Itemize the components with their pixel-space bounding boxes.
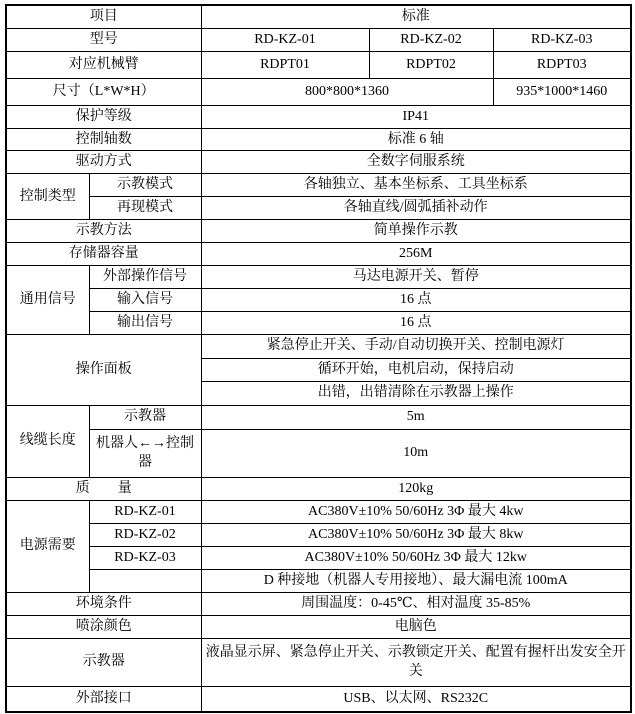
- table-row: [6, 477, 631, 500]
- table-row: [6, 569, 631, 592]
- value-cell: RDPT03: [493, 51, 631, 78]
- sub-label-cell: 示教模式: [89, 174, 201, 197]
- value-cell: 全数字伺服系统: [201, 151, 631, 174]
- table-row: [6, 197, 631, 220]
- value-cell: 液晶显示屏、紧急停止开关、示教锁定开关、配置有握杆出发安全开关: [201, 638, 631, 686]
- row-label-cell: 保护等级: [6, 105, 201, 128]
- table-row: [6, 546, 631, 569]
- value-cell: 120kg: [201, 477, 631, 500]
- group-label-cell: 通用信号: [6, 265, 89, 334]
- table-row: [6, 429, 631, 477]
- table-row: [6, 500, 631, 523]
- sub-label-cell: 再现模式: [89, 197, 201, 220]
- table-row: [6, 174, 631, 197]
- value-cell: 电脑色: [201, 615, 631, 638]
- value-cell: 各轴直线/圆弧插补动作: [201, 197, 631, 220]
- row-label-cell: 驱动方式: [6, 151, 201, 174]
- value-cell: RDPT02: [369, 51, 493, 78]
- table-row: [6, 220, 631, 243]
- value-cell: AC380V±10% 50/60Hz 3Φ 最大 12kw: [201, 546, 631, 569]
- value-cell: USB、以太网、RS232C: [201, 686, 631, 712]
- table-row: [6, 405, 631, 429]
- group-label-cell: 线缆长度: [6, 405, 89, 477]
- value-cell: 10m: [201, 429, 631, 477]
- row-label-cell: 环境条件: [6, 592, 201, 615]
- row-label-cell: 存储器容量: [6, 243, 201, 266]
- table-row: [6, 265, 631, 288]
- table-row: [6, 311, 631, 334]
- table-row: [6, 105, 631, 128]
- value-cell: AC380V±10% 50/60Hz 3Φ 最大 8kw: [201, 523, 631, 546]
- table-row: [6, 5, 631, 28]
- value-cell: 周围温度：0-45℃、相对温度 35-85%: [201, 592, 631, 615]
- table-row: [6, 686, 631, 712]
- table-row: [6, 288, 631, 311]
- row-label-cell: 对应机械臂: [6, 51, 201, 78]
- table-row: [6, 243, 631, 266]
- row-label-cell: 型号: [6, 28, 201, 51]
- sub-label-cell: [89, 569, 201, 592]
- row-label-cell: 外部接口: [6, 686, 201, 712]
- value-cell: 800*800*1360: [201, 78, 493, 105]
- group-label-cell: 电源需要: [6, 500, 89, 592]
- table-row: [6, 523, 631, 546]
- value-cell: RD-KZ-01: [201, 28, 369, 51]
- table-row: [6, 334, 631, 358]
- table-row: [6, 51, 631, 78]
- table-row: [6, 28, 631, 51]
- table-row: [6, 615, 631, 638]
- value-cell: RDPT01: [201, 51, 369, 78]
- value-cell: 16 点: [201, 311, 631, 334]
- value-cell: 各轴独立、基本坐标系、工具坐标系: [201, 174, 631, 197]
- value-cell: 紧急停止开关、手动/自动切换开关、控制电源灯: [201, 334, 631, 358]
- table-row: [6, 151, 631, 174]
- value-cell: RD-KZ-02: [369, 28, 493, 51]
- sub-label-cell: 外部操作信号: [89, 265, 201, 288]
- value-cell: 标准: [201, 5, 631, 28]
- row-label-cell: 操作面板: [6, 334, 201, 405]
- row-label-cell: 示教器: [6, 638, 201, 686]
- table-row: [6, 128, 631, 151]
- spec-sheet: [5, 4, 632, 713]
- sub-label-cell: 机器人←→控制器: [89, 429, 201, 477]
- row-label-cell: 喷涂颜色: [6, 615, 201, 638]
- value-cell: RD-KZ-03: [493, 28, 631, 51]
- row-label-cell: 质 量: [6, 477, 201, 500]
- group-label-cell: 控制类型: [6, 174, 89, 220]
- spec-table: [5, 4, 632, 713]
- table-row: [6, 638, 631, 686]
- row-label-cell: 控制轴数: [6, 128, 201, 151]
- sub-label-cell: RD-KZ-02: [89, 523, 201, 546]
- value-cell: 标准 6 轴: [201, 128, 631, 151]
- value-cell: 935*1000*1460: [493, 78, 631, 105]
- table-row: [6, 78, 631, 105]
- value-cell: 循环开始，电机启动，保持启动: [201, 358, 631, 381]
- row-label-cell: 尺寸（L*W*H）: [6, 78, 201, 105]
- value-cell: AC380V±10% 50/60Hz 3Φ 最大 4kw: [201, 500, 631, 523]
- value-cell: IP41: [201, 105, 631, 128]
- row-label-cell: 项目: [6, 5, 201, 28]
- value-cell: 出错，出错清除在示教器上操作: [201, 381, 631, 405]
- value-cell: 简单操作示教: [201, 220, 631, 243]
- value-cell: 马达电源开关、暂停: [201, 265, 631, 288]
- spec-table-body: [6, 5, 631, 712]
- sub-label-cell: 输入信号: [89, 288, 201, 311]
- sub-label-cell: RD-KZ-01: [89, 500, 201, 523]
- value-cell: 16 点: [201, 288, 631, 311]
- sub-label-cell: 输出信号: [89, 311, 201, 334]
- row-label-cell: 示教方法: [6, 220, 201, 243]
- sub-label-cell: RD-KZ-03: [89, 546, 201, 569]
- value-cell: 5m: [201, 405, 631, 429]
- sub-label-cell: 示教器: [89, 405, 201, 429]
- value-cell: 256M: [201, 243, 631, 266]
- value-cell: D 种接地（机器人专用接地）、最大漏电流 100mA: [201, 569, 631, 592]
- table-row: [6, 592, 631, 615]
